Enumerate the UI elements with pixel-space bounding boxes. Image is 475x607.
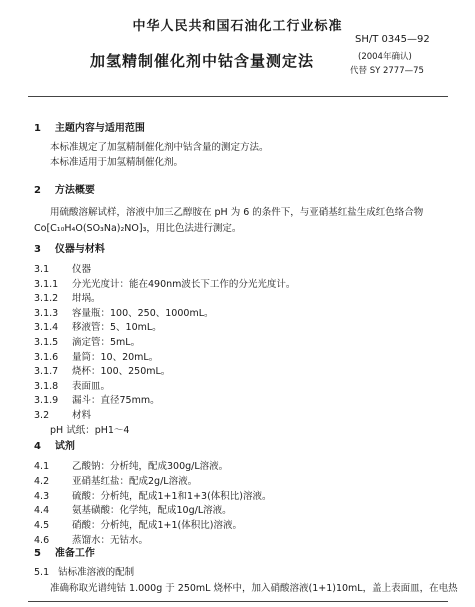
item-number: 3.1.9	[34, 395, 59, 407]
item-text: 亚硝基红盐：配成2g/L溶液。	[72, 475, 198, 487]
item-number: 3.1.7	[34, 366, 59, 378]
section-title: 试剂	[54, 441, 75, 452]
list-item	[50, 418, 129, 437]
item-text: 坩埚。	[72, 293, 101, 305]
item-number: 4.1	[34, 461, 50, 472]
confirmation-note: (2004年确认)	[358, 52, 412, 62]
replaces-note: 代替 SY 2777—75	[350, 66, 424, 76]
item-text: 硝酸：分析纯，配成1+1(体积比)溶液。	[72, 520, 242, 532]
header-rule	[28, 96, 448, 97]
item-text: 硫酸：分析纯，配成1+1和1+3(体积比)溶液。	[72, 490, 272, 502]
section-3-heading	[34, 240, 105, 255]
section-2-heading	[34, 181, 95, 196]
item-number: 4.6	[34, 535, 50, 546]
item-number: 4.5	[34, 520, 50, 532]
item-number: 3.1.2	[34, 293, 59, 305]
section-number: 1	[34, 123, 41, 134]
item-text: 乙酸钠：分析纯，配成300g/L溶液。	[72, 461, 229, 472]
item-number: 3.1.4	[34, 322, 59, 334]
item-number: 4.4	[34, 505, 50, 517]
section-4-heading	[34, 437, 75, 452]
item-text: 容量瓶：100、250、1000mL。	[72, 307, 214, 319]
item-number: 3.1.1	[34, 278, 59, 290]
section-5-heading	[34, 544, 95, 559]
standard-code: SH/T 0345—92	[355, 34, 430, 45]
item-text: 材料	[72, 410, 92, 421]
section-title: 主题内容与适用范围	[54, 123, 145, 134]
subsection-number: 5.1	[34, 567, 50, 578]
item-text: 氨基磺酸：化学纯，配成10g/L溶液。	[72, 505, 232, 517]
document-title: 加氢精制催化剂中钴含量测定法	[90, 52, 315, 70]
item-text: 漏斗：直径75mm。	[72, 395, 160, 407]
item-text: 移液管：5、10mL。	[72, 322, 162, 334]
item-text: 蒸馏水：无钴水。	[72, 535, 149, 546]
section-1-paragraph: 本标准适用于加氢精制催化剂。	[50, 157, 184, 168]
section-number: 2	[34, 185, 41, 196]
section-1-heading	[34, 119, 145, 134]
item-number: 3.1.5	[34, 337, 59, 348]
item-text: pH 试纸：pH1～4	[50, 424, 130, 436]
item-number: 4.2	[34, 475, 50, 487]
subsection-title: 钴标准溶液的配制	[58, 567, 135, 578]
item-number: 3.1.6	[34, 351, 59, 363]
item-text: 表面皿。	[72, 380, 111, 392]
section-number: 4	[34, 441, 41, 452]
item-number: 3.1	[34, 264, 50, 275]
item-text: 滴定管：5mL。	[72, 337, 141, 348]
standard-title: 中华人民共和国石油化工行业标准	[132, 19, 343, 34]
footer-rule	[28, 601, 448, 602]
item-number: 3.1.3	[34, 307, 59, 319]
item-text: 烧杯：100、250mL。	[72, 366, 171, 378]
item-number: 4.3	[34, 490, 50, 502]
item-text: 分光光度计：能在490nm波长下工作的分光光度计。	[72, 278, 296, 290]
section-number: 3	[34, 244, 41, 255]
section-title: 方法概要	[54, 185, 95, 196]
section-2-paragraph: 用硫酸溶解试样，溶液中加三乙醇胺在 pH 为 6 的条件下，与亚硝基红盐生成红色络合物	[50, 207, 424, 218]
section-5-paragraph: 准确称取光谱纯钴 1.000g 于 250mL 烧杯中，加入硝酸溶液(1+1)10mL，盖上表面皿，在电热	[50, 583, 458, 594]
item-text: 量筒：10、20mL。	[72, 351, 159, 363]
item-text: 仪器	[72, 264, 92, 275]
subsection-5-1-heading	[34, 564, 134, 578]
section-number: 5	[34, 548, 41, 559]
section-title: 准备工作	[54, 548, 95, 559]
item-number: 3.1.8	[34, 380, 59, 392]
section-1-paragraph: 本标准规定了加氢精制催化剂中钴含量的测定方法。	[50, 142, 269, 153]
section-title: 仪器与材料	[54, 244, 105, 255]
item-number: 3.2	[34, 410, 50, 421]
section-2-paragraph: Co[C₁₀H₄O(SO₃Na)₂NO]₃，用比色法进行测定。	[34, 223, 242, 234]
